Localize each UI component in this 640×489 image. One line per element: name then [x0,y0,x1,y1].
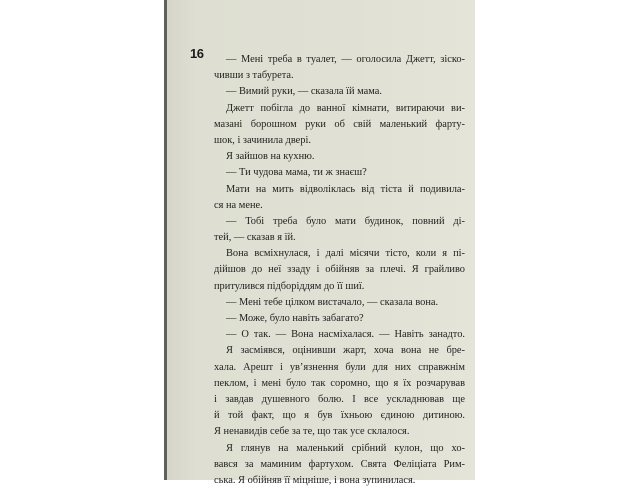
text-line: Джетт побігла до ванної кімнати, витираючи ви- [226,102,465,114]
text-line: і завдав душевного болю. І все ускладнював ще [214,393,465,405]
text-line: ся на мене. [214,199,263,211]
text-line: Я глянув на маленький срібний кулон, що хо- [226,442,465,454]
text-line: шок, і зачинила двері. [214,134,311,146]
text-line: Вона всміхнулася, і далі місячи тісто, коли я пі- [226,248,465,260]
book-page [164,0,475,486]
text-line: — Вимий руки, — сказала їй мама. [226,86,383,98]
text-line: притулився підборіддям до її шиї. [214,280,365,292]
text-line: Я засміявся, оцінивши жарт, хоча вона не бре- [226,345,465,357]
text-line: тей, — сказав я їй. [214,232,296,244]
text-line: — Ти чудова мама, ти ж знаєш? [226,167,367,179]
text-line: — О так. — Вона насміхалася. — Навіть занадто. [226,329,465,341]
text-line: мазані борошном руки об свій маленький фарту- [214,118,465,130]
text-line: чивши з табурета. [214,70,294,82]
text-line: й той факт, що я був їхньою єдиною дитиною. [214,410,465,422]
text-line: Я ненавидів себе за те, що так усе склалося. [214,426,410,438]
text-line: — Тобі треба було мати будинок, повний ді- [226,215,465,227]
page-text [214,52,465,489]
text-line: ська. Я обійняв її міцніше, і вона зупинилася. [214,474,416,486]
text-line: пеклом, і мені було так соромно, що я їх розчарував [214,377,465,389]
page-number: 16 [190,46,204,61]
text-line: хала. Арешт і ув’язнення були для них справжнім [214,361,465,373]
text-line: вався за маминим фартухом. Свята Феліціата Рим- [214,458,465,470]
text-line: — Мені тебе цілком вистачало, — сказала вона. [226,296,439,308]
text-line: дійшов до неї ззаду і обійняв за плечі. Я грайливо [214,264,465,276]
text-line: Я зайшов на кухню. [226,151,315,163]
text-line: — Мені треба в туалет, — оголосила Джетт, зіско- [226,54,465,65]
text-line: — Може, було навіть забагато? [226,313,364,324]
text-line: Мати на мить відволіклась від тіста й подивила- [226,183,465,195]
page-edge [164,0,167,480]
